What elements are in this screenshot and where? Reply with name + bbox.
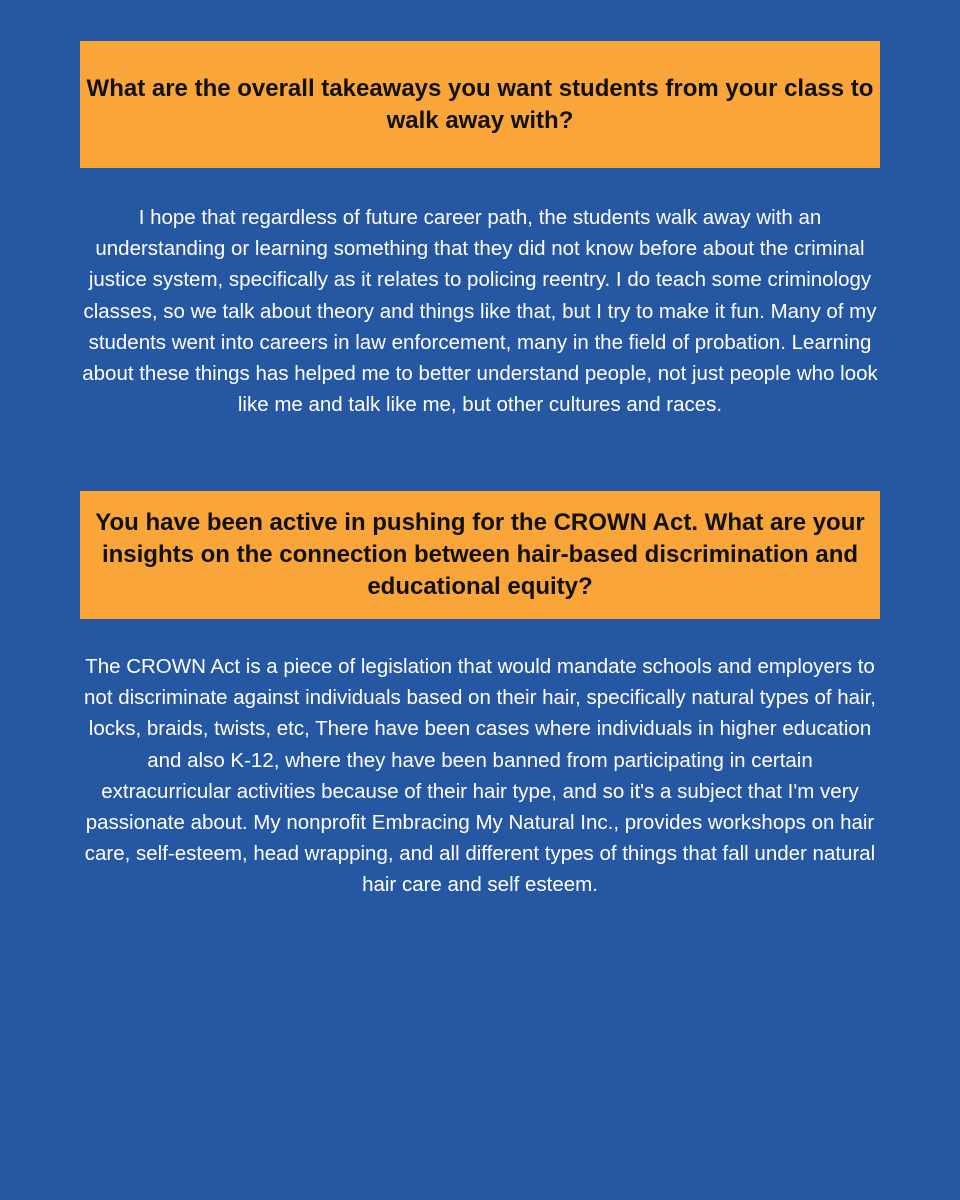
question-box-crown-act: [80, 491, 880, 619]
answer-paragraph-crown-act: The CROWN Act is a piece of legislation that would mandate schools and employers to not discriminate against individuals based on their hair, specifically natural types of hair, locks, braids, twists, etc, There have been cases where individuals in higher education and also K-12, where they have been banned from participating in certain extracurricular activities because of their hair type, and so it's a subject that I'm very passionate about. My nonprofit Embracing My Natural Inc., provides workshops on hair care, self-esteem, head wrapping, and all different types of things that fall under natural hair care and self esteem.: [84, 655, 876, 897]
question-heading-crown-act: You have been active in pushing for the CROWN Act. What are your insights on the connection between hair-based discrimination and educational equity?: [95, 509, 865, 600]
question-heading-takeaways: What are the overall takeaways you want students from your class to walk away with?: [86, 74, 874, 134]
question-box-takeaways: [80, 41, 880, 168]
answer-paragraph-takeaways: I hope that regardless of future career path, the students walk away with an understanding or learning something that they did not know before about the criminal justice system, specifically as it relates to policing reentry. I do teach some criminology classes, so we talk about theory and things like that, but I try to make it fun. Many of my students went into careers in law enforcement, many in the field of probation. Learning about these things has helped me to better understand people, not just people who look like me and talk like me, but other cultures and races.: [82, 206, 878, 417]
